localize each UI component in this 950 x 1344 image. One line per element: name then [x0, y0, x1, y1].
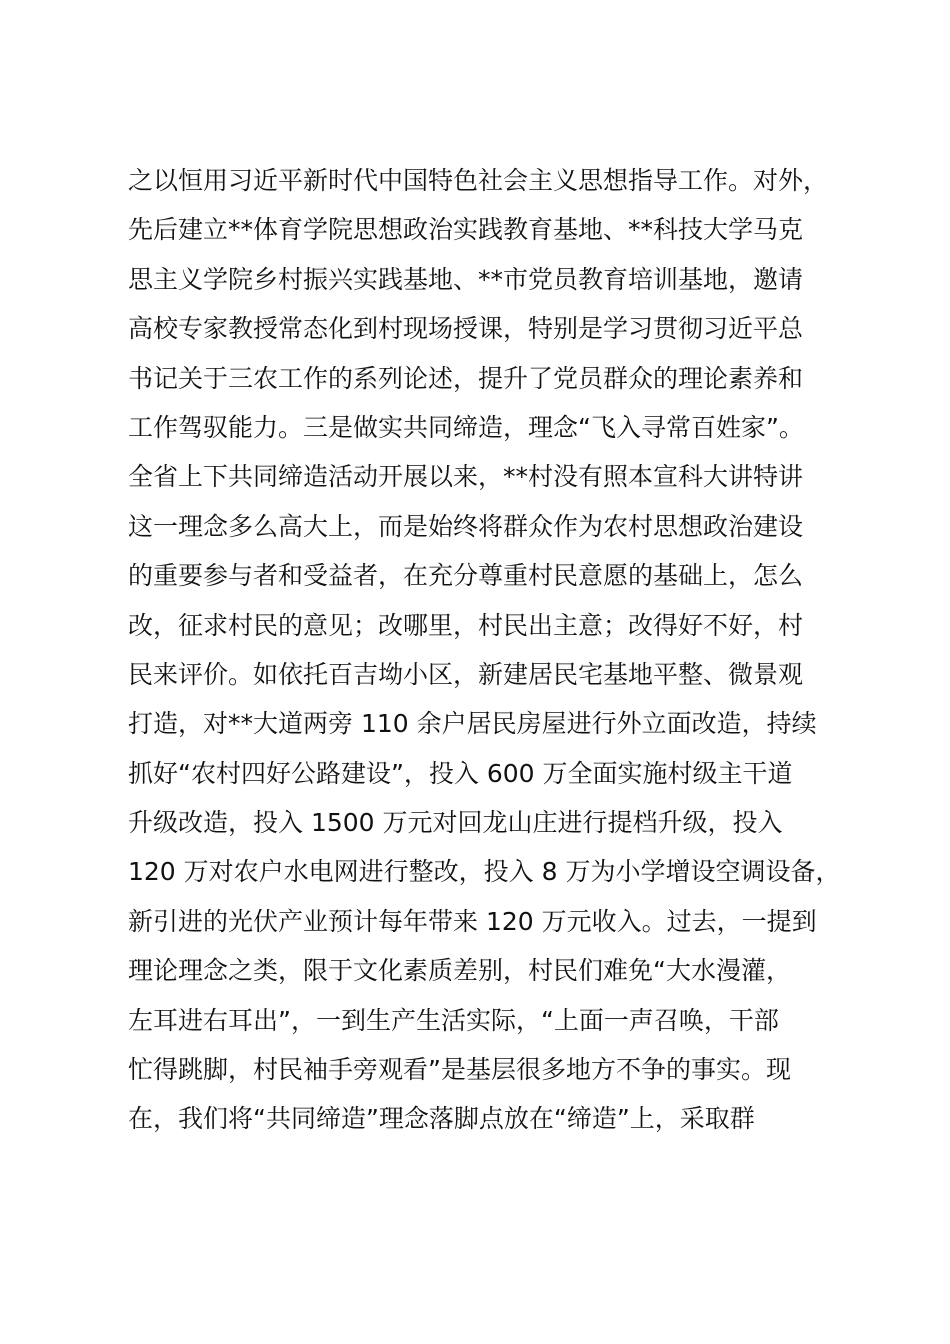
text-line: 的重要参与者和受益者，在充分尊重村民意愿的基础上，怎么 [128, 561, 804, 591]
text-line: 在，我们将“共同缔造”理念落脚点放在“缔造”上，采取群 [128, 1104, 755, 1134]
text-line: 全省上下共同缔造活动开展以来，**村没有照本宣科大讲特讲 [128, 462, 804, 492]
text-line: 工作驾驭能力。三是做实共同缔造，理念“飞入寻常百姓家”。 [128, 412, 804, 442]
body-text [128, 156, 858, 1144]
text-line: 书记关于三农工作的系列论述，提升了党员群众的理论素养和 [128, 363, 804, 393]
text-line: 新引进的光伏产业预计每年带来 120 万元收入。过去，一提到 [128, 906, 817, 936]
text-line: 思主义学院乡村振兴实践基地、**市党员教育培训基地，邀请 [128, 264, 804, 294]
text-line: 民来评价。如依托百吉坳小区，新建居民宅基地平整、微景观 [128, 659, 804, 689]
text-line: 忙得跳脚，村民袖手旁观看”是基层很多地方不争的事实。现 [128, 1055, 791, 1085]
text-line: 左耳进右耳出”，一到生产生活实际，“上面一声召唤，干部 [128, 1005, 779, 1035]
text-line: 120 万对农户水电网进行整改，投入 8 万为小学增设空调设备， [128, 857, 841, 887]
text-line: 打造，对**大道两旁 110 余户居民房屋进行外立面改造，持续 [128, 709, 817, 739]
text-line: 之以恒用习近平新时代中国特色社会主义思想指导工作。对外， [128, 166, 829, 195]
text-line: 升级改造，投入 1500 万元对回龙山庄进行提档升级，投入 [128, 808, 783, 838]
text-line: 先后建立**体育学院思想政治实践教育基地、**科技大学马克 [128, 215, 804, 245]
text-line: 这一理念多么高大上，而是始终将群众作为农村思想政治建设 [128, 511, 804, 541]
text-line: 抓好“农村四好公路建设”，投入 600 万全面实施村级主干道 [128, 758, 793, 788]
text-line: 理论理念之类，限于文化素质差别，村民们难免“大水漫灌， [128, 956, 791, 986]
text-line: 改，征求村民的意见；改哪里，村民出主意；改得好不好，村 [128, 610, 804, 640]
text-line: 高校专家教授常态化到村现场授课，特别是学习贯彻习近平总 [128, 314, 804, 344]
